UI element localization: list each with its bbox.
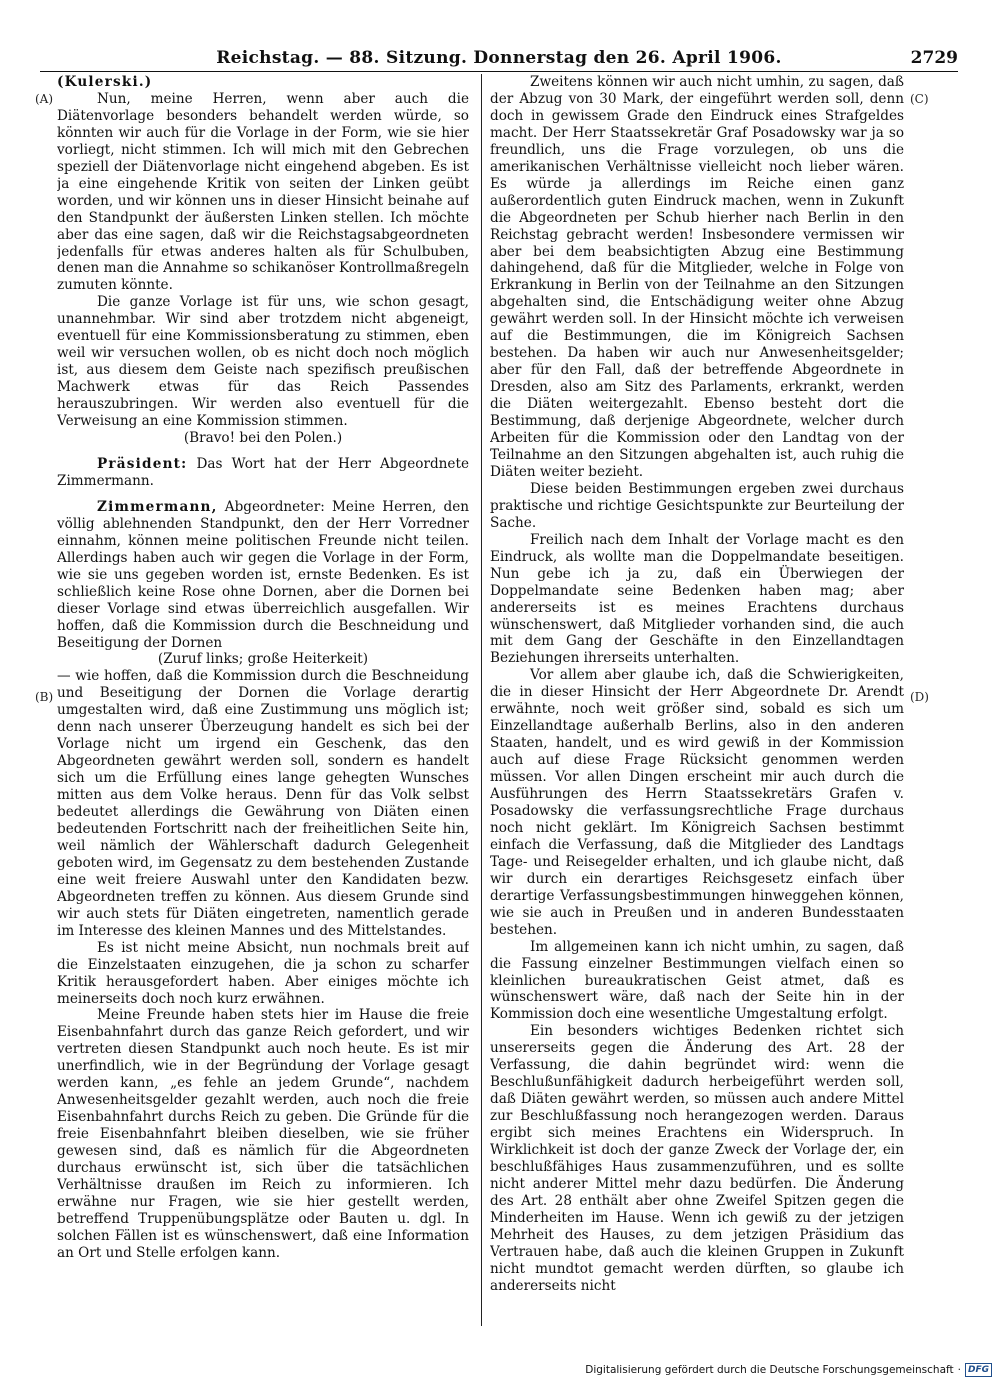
page-header: [40, 40, 958, 68]
left-column: [57, 74, 469, 1324]
paragraph: Vor allem aber glaube ich, daß die Schwierigkeiten, die in dieser Hinsicht der Herr Abgeordnete Dr. Arendt erwähnte, noch weit größer sind, sobald es sich um Einzellandtage außerhalb Berlins, also in den anderen Staaten, handelt, und es wird gewiß in der Kommission auch auf diese Frage Rücksicht genommen werden müssen. Vor allen Dingen erscheint mir auch durch die Ausführungen des Herrn Staatssekretärs Grafen v. Posadowsky die verfassungsrechtliche Frage durchaus noch nicht geklärt. Im Königreich Sachsen bestimmt einfach die Verfassung, daß die Mitglieder des Landtags Tage- und Reisegelder erhalten, und ich glaube nicht, daß wir durch ein derartiges Reichsgesetz einfach über derartige Verfassungsbestimmungen hinweggehen können, wie sie auch in Preußen und in anderen Bundesstaaten bestehen.: [490, 667, 904, 938]
right-column: [490, 74, 904, 1324]
page-number: 2729: [910, 48, 958, 68]
president-remark: [57, 456, 469, 490]
paragraph: Es ist nicht meine Absicht, nun nochmals breit auf die Einzelstaaten einzugehen, die ja schon zu scharfer Kritik herausgefordert haben. Aber einiges möchte ich meinerseits doch noch kurz erwähnen.: [57, 939, 469, 1007]
footer-separator: ·: [957, 1364, 961, 1376]
dfg-logo-icon: DFG: [965, 1363, 992, 1377]
paragraph: Die ganze Vorlage ist für uns, wie schon gesagt, unannehmbar. Wir sind aber trotzdem nicht abgeneigt, eventuell für eine Kommissionsberatung zu stimmen, eben weil wir versuchen wollen, ob es nicht doch noch möglich ist, aus diesem dem Geiste nach spezifisch preußischen Machwerk etwas für das Reich Passendes herauszubringen. Wir werden also eventuell für die Verweisung an eine Kommission stimmen.: [57, 294, 469, 430]
paragraph: Meine Freunde haben stets hier im Hause die freie Eisenbahnfahrt durch das ganze Reich gefordert, und wir vertreten diesen Standpunkt auch noch heute. Es ist mir unerfindlich, wie in der Begründung der Vorlage gesagt werden kann, „es fehle an jedem Grunde“, nachdem Anwesenheitsgelder gezahlt werden, auch noch die freie Eisenbahnfahrt durchs Reich zu geben. Die Gründe für die freie Eisenbahnfahrt bleiben dieselben, wie sie früher gewesen sind, daß es nämlich für die Abgeordneten durchaus erwünscht ist, sich über die tatsächlichen Verhältnisse draußen im Reich zu informieren. Ich erwähne nur Fragen, wie sie hier gestellt werden, betreffend Truppenübungsplätze oder Bauten u. dgl. In solchen Fällen ist es wünschenswert, daß eine Information an Ort und Stelle erfolgen kann.: [57, 1007, 469, 1261]
speech-opening: [57, 499, 469, 652]
speaker-name: Präsident:: [97, 455, 188, 472]
paragraph: — wie hoffen, daß die Kommission durch die Beschneidung und Beseitigung der Dornen die Vorlage derartig umgestalten wird, daß eine Zustimmung uns möglich ist; denn nach unserer Überzeugung handelt es sich bei der Vorlage nicht um irgend ein Geschenk, das den Abgeordneten gewährt werden soll, sondern es handelt sich um die Erfüllung eines lange gehegten Wunsches mitten aus dem Volke heraus. Denn für das Volk selbst bedeutet allerdings die Gewährung von Diäten einen bedeutenden Fortschritt nach der freiheitlichen Seite hin, weil nämlich der Wählerschaft dadurch Gelegenheit geboten wird, im Gegensatz zu dem bestehenden Zustande eine weit freiere Auswahl unter den Kandidaten bezw. Abgeordneten treffen zu können. Aus diesem Grunde sind wir auch stets für Diäten eingetreten, namentlich gerade im Interesse des kleinen Mannes und des Mittelstandes.: [57, 668, 469, 939]
paragraph: Diese beiden Bestimmungen ergeben zwei durchaus praktische und richtige Gesichtspunkte zur Beurteilung der Sache.: [490, 480, 904, 531]
footer-text: Digitalisierung gefördert durch die Deutsche Forschungsgemeinschaft: [585, 1364, 954, 1376]
header-rule: [40, 71, 958, 72]
paragraph: Im allgemeinen kann ich nicht umhin, zu sagen, daß die Fassung einzelner Bestimmungen vielfach einen so kleinlichen bureaukratischen Geist atmet, daß es wünschenswert wäre, daß nach der Seite hin in der Kommission doch eine wesentliche Umgestaltung erfolgt.: [490, 938, 904, 1023]
paragraph: Ein besonders wichtiges Bedenken richtet sich unsererseits gegen die Änderung des Art. 28 der Verfassung, die dahin begründet wird: wenn die Beschlußunfähigkeit dadurch herbeigeführt werden soll, daß Diäten gewährt werden, so müssen auch andere Mittel zur Beschlußfassung noch herangezogen werden. Daraus ergibt sich meines Erachtens ein Widerspruch. In Wirklichkeit ist doch der ganze Zweck der Vorlage der, ein beschlußfähiges Haus zusammenzuführen, und es sollte nicht anderer Mittel mehr dazu bedürfen. Die Änderung des Art. 28 enthält aber ohne Zweifel Spitzen gegen die Minderheiten im Hause. Wenn ich gewiß zu der jetzigen Mehrheit des Hauses, zu dem jetzigen Präsidium das Vertrauen habe, daß auch die kleinen Gruppen in Zukunft nicht mundtot gemacht werden dürften, so glaube ich andererseits nicht: [490, 1023, 904, 1294]
margin-mark-b: (B): [35, 690, 54, 704]
margin-mark-a: (A): [35, 92, 54, 106]
margin-mark-d: (D): [910, 690, 929, 704]
margin-mark-c: (C): [910, 92, 929, 106]
applause-note: (Bravo! bei den Polen.): [183, 430, 343, 447]
column-divider: [481, 74, 482, 1326]
speaker-reference: (Kulerski.): [57, 74, 153, 90]
speech-text: Das Wort hat der Herr Abgeordnete Zimmermann.: [57, 455, 469, 489]
digitization-footer: [585, 1363, 992, 1377]
paragraph: Zweitens können wir auch nicht umhin, zu sagen, daß der Abzug von 30 Mark, der eingeführt werden soll, denn doch in gewissem Grade den Eindruck eines Strafgeldes macht. Der Herr Staatssekretär Graf Posadowsky war ja so freundlich, uns die Frage vorzulegen, ob uns die amerikanischen Verhältnisse vielleicht noch lieber wären. Es würde ja allerdings im Reiche einen ganz außerordentlich guten Eindruck machen, wenn in Zukunft die Abgeordneten per Schub hierher nach Berlin in den Reichstag gebracht werden! Insbesondere vermissen wir aber bei dem beabsichtigten Abzug eine Bestimmung dahingehend, daß für die Mitglieder, welche in Folge von Erkrankung in Berlin von der Teilnahme an den Sitzungen abgehalten sind, die Entschädigung weiter ohne Abzug gewährt werden soll. In der Hinsicht möchte ich verweisen auf die Bestimmungen, die im Königreich Sachsen bestehen. Da haben wir auch nur Anwesenheitsgelder; aber für den Fall, daß der betreffende Abgeordnete in Dresden, also am Sitz des Parlaments, erkrankt, werden die Diäten weitergezahlt. Ebenso besteht dort die Bestimmung, daß derjenige Abgeordnete, welcher durch Arbeiten für die Kommission oder den Landtag von der Teilnahme an den Sitzungen abgehalten ist, auch ruhig die Diäten weiter bezieht.: [490, 74, 904, 480]
speaker-name: Zimmermann,: [97, 498, 218, 515]
paragraph: Nun, meine Herren, wenn aber auch die Diätenvorlage besonders behandelt werden würde, so könnten wir auch für die Vorlage in der Form, wie sie hier vorliegt, nicht stimmen. Ich will mich mit den Gebrechen speziell der Diätenvorlage nicht eingehend abgeben. Es ist ja eine eingehende Kritik von seiten der Linken geübt worden, und wir können uns in dieser Hinsicht beinahe auf den Standpunkt der äußersten Linken stellen. Ich möchte aber das eine sagen, daß wir die Reichstagsabgeordneten jedenfalls für etwas anderes halten als für Schulbuben, denen man die Annahme so schikanöser Kontrollmaßregeln zumuten könnte.: [57, 90, 469, 294]
paragraph: Freilich nach dem Inhalt der Vorlage macht es den Eindruck, als wollte man die Doppelmandate beseitigen. Nun gebe ich ja zu, daß ein Überwiegen der Doppelmandate seine Bedenken haben mag; aber andererseits ist es meines Erachtens durchaus wünschenswert, daß Mitglieder vorhanden sind, die auch mit dem Gang der Geschäfte in den Einzellandtagen Beziehungen ihrerseits unterhalten.: [490, 531, 904, 667]
interjection-note: (Zuruf links; große Heiterkeit): [157, 651, 369, 668]
speech-text: Abgeordneter: Meine Herren, den völlig ablehnenden Standpunkt, den der Herr Vorredner einnahm, können meine politischen Freunde nicht teilen. Allerdings haben auch wir gegen die Vorlage in der Form, wie sie uns gegeben worden ist, ernste Bedenken. Es ist schließlich keine Rose ohne Dornen, aber die Dornen bei dieser Vorlage sind etwas überreichlich ausgefallen. Wir hoffen, daß die Kommission durch die Beschneidung und Beseitigung der Dornen: [57, 498, 469, 651]
running-title: Reichstag. — 88. Sitzung. Donnerstag den 26. April 1906.: [216, 48, 782, 68]
